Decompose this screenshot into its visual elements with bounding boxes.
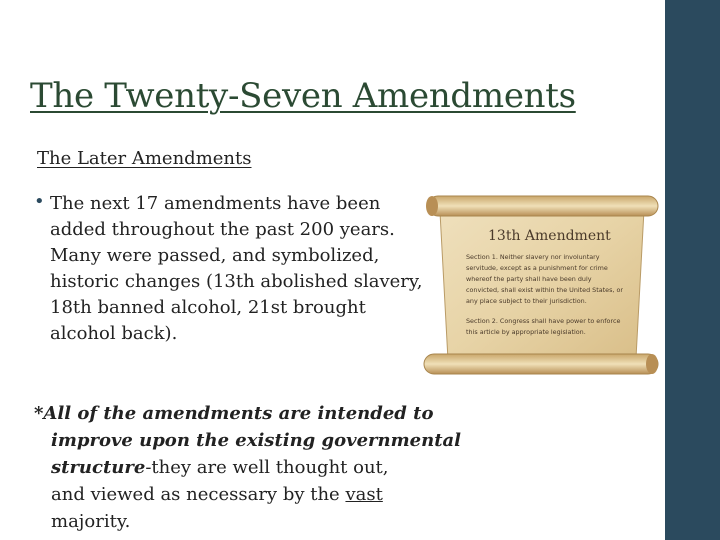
note-line-3 — [34, 454, 474, 481]
note-line-4-text: and viewed as necessary by the — [51, 484, 340, 505]
note-line-3-rest: -they are well thought out, — [145, 457, 389, 478]
slide-title: The Twenty-Seven Amendments — [30, 76, 576, 116]
note-vast-word: vast — [345, 484, 383, 505]
bullet-text: The next 17 amendments have been added throughout the past 200 years. Many were passed, and symbolized, historic changes (13th abolished slavery, 18th banned alcohol, 21st brought alcohol back). — [50, 193, 423, 344]
note-line-2: improve upon the existing governmental — [51, 430, 462, 451]
note-line-5: majority. — [51, 511, 131, 532]
scroll-section-2: Section 2. Congress shall have power to enforce this article by appropriate legislation. — [466, 317, 621, 336]
bullet-marker: • — [34, 191, 45, 212]
scroll-section-1: Section 1. Neither slavery nor involuntary servitude, except as a punishment for crime whereof the party shall have been duly convicted, shall exist within the United States, or any place subject to their jurisdiction. — [466, 253, 624, 305]
note-line-4 — [34, 481, 474, 508]
scroll-heading: 13th Amendment — [488, 228, 611, 244]
slide-subtitle: The Later Amendments — [37, 148, 252, 169]
thirteenth-amendment-scroll-image — [422, 188, 662, 378]
side-accent-bar — [665, 0, 720, 540]
note-paragraph — [34, 400, 474, 535]
note-structure-word: structure — [51, 457, 146, 478]
note-line-1: *All of the amendments are intended to — [34, 403, 434, 424]
scroll-body — [466, 252, 626, 347]
